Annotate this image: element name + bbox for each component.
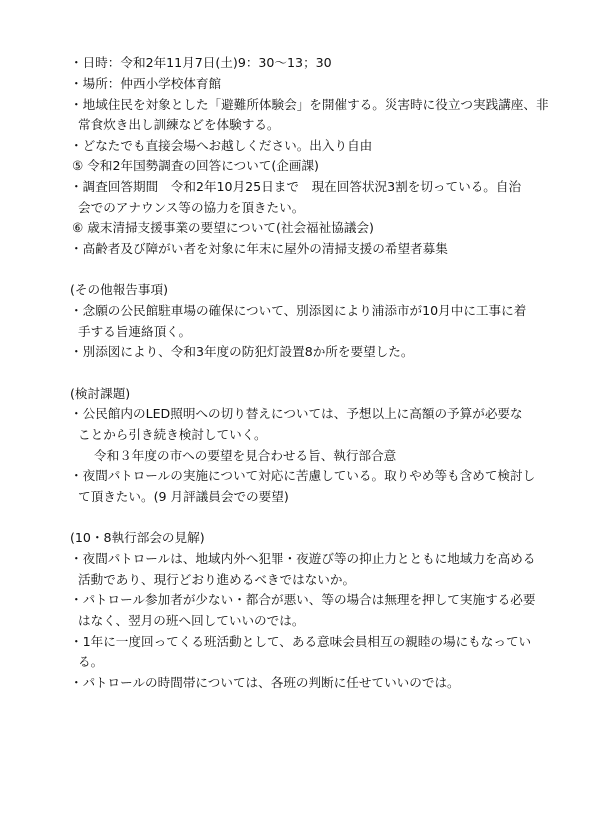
text-line: ・パトロールの時間帯については、各班の判断に任せていいのでは。 — [70, 675, 460, 690]
text-line: ・パトロール参加者が少ない・都合が悪い、等の場合は無理を押して実施する必要 — [70, 592, 536, 607]
text-line: ・調査回答期間 令和2年10月25日まで 現在回答状況3割を切っている。自治 — [70, 179, 522, 194]
text-line: ・高齢者及び障がい者を対象に年末に屋外の清掃支援の希望者募集 — [70, 241, 448, 256]
text-line: 令和３年度の市への要望を見合わせる旨、執行部合意 — [94, 448, 397, 463]
section-heading: ⑥ 歳末清掃支援事業の要望について(社会福祉協議会) — [72, 220, 374, 235]
text-line: ・念願の公民館駐車場の確保について、別添図により浦添市が10月中に工事に着 — [70, 303, 527, 318]
text-line: ・地域住民を対象とした「避難所体験会」を開催する。災害時に役立つ実践講座、非 — [70, 97, 549, 112]
section-heading: (検討課題) — [70, 386, 131, 401]
text-line: ・別添図により、令和3年度の防犯灯設置8か所を要望した。 — [70, 344, 414, 359]
section-heading: (その他報告事項) — [70, 282, 168, 297]
text-line: ・1年に一度回ってくる班活動として、ある意味会員相互の親睦の場にもなってい — [70, 634, 532, 649]
text-line: ・どなたでも直接会場へお越しください。出入り自由 — [70, 138, 373, 153]
text-line: ・夜間パトロールの実施について対応に苦慮している。取りやめ等も含めて検討し — [70, 468, 536, 483]
text-line: て頂きたい。(9 月評議員会での要望) — [78, 489, 289, 504]
text-line: 手する旨連絡頂く。 — [78, 324, 192, 339]
text-line: ことから引き続き検討していく。 — [78, 427, 267, 442]
text-line: ・日時：令和2年11月7日(土)9：30～13；30 — [70, 55, 332, 70]
text-line: 常食炊き出し訓練などを体験する。 — [78, 117, 280, 132]
text-line: ・夜間パトロールは、地域内外へ犯罪・夜遊び等の抑止力とともに地域力を高める — [70, 551, 536, 566]
section-heading: ⑤ 令和2年国勢調査の回答について(企画課) — [72, 158, 319, 173]
text-line: 会でのアナウンス等の協力を頂きたい。 — [78, 200, 305, 215]
text-line: る。 — [78, 654, 104, 669]
section-heading: (10・8執行部会の見解) — [70, 530, 205, 545]
text-line: ・公民館内のLED照明への切り替えについては、予想以上に高額の予算が必要な — [70, 406, 523, 421]
text-line: ・場所：仲西小学校体育館 — [70, 76, 222, 91]
text-line: 活動であり、現行どおり進めるべきではないか。 — [78, 572, 356, 587]
text-line: はなく、翌月の班へ回していいのでは。 — [78, 613, 305, 628]
